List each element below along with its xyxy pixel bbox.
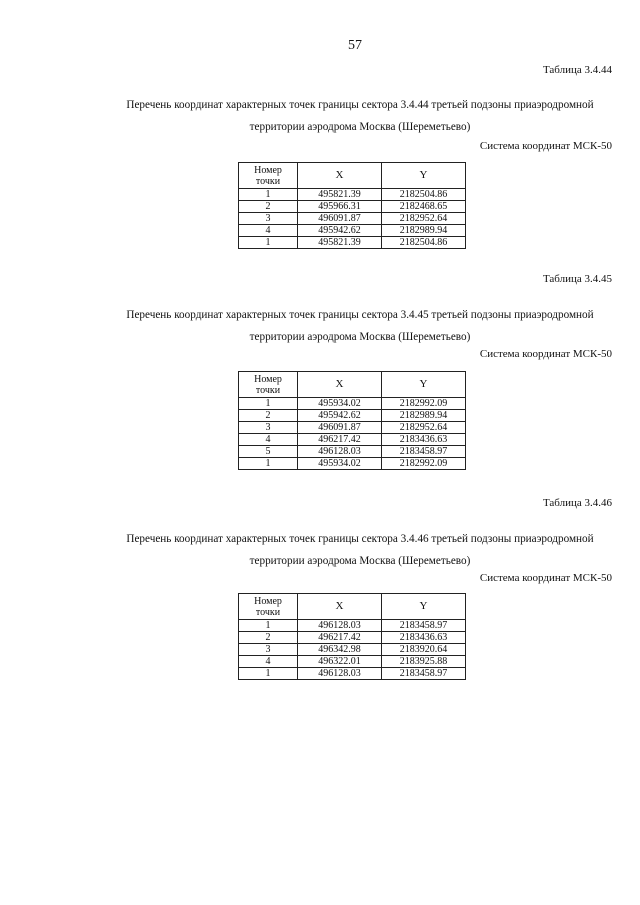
page-number: 57 (348, 38, 362, 53)
y-coordinate-cell: 2182989.94 (382, 225, 466, 237)
coordinates-table (238, 593, 466, 680)
y-coordinate-cell: 2182989.94 (382, 410, 466, 422)
table-label: Таблица 3.4.45 (542, 273, 612, 285)
table-row (239, 458, 466, 470)
header-x: X (298, 594, 382, 620)
x-coordinate-cell: 495966.31 (298, 201, 382, 213)
point-number-cell: 3 (239, 644, 298, 656)
table-label: Таблица 3.4.44 (542, 64, 612, 76)
table-caption-line: территории аэродрома Москва (Шереметьево) (249, 121, 471, 133)
header-number-line: точки (255, 175, 281, 187)
y-coordinate-cell: 2183920.64 (382, 644, 466, 656)
table-row (239, 422, 466, 434)
header-number-line: Номер (254, 164, 282, 176)
point-number-cell: 5 (239, 446, 298, 458)
point-number-cell: 2 (239, 201, 298, 213)
table-label: Таблица 3.4.46 (542, 497, 612, 509)
x-coordinate-cell: 496091.87 (298, 422, 382, 434)
point-number-cell: 4 (239, 225, 298, 237)
point-number-cell: 1 (239, 458, 298, 470)
table-row (239, 620, 466, 632)
header-y: Y (382, 594, 466, 620)
header-number-line: Номер (254, 595, 282, 607)
x-coordinate-cell: 496091.87 (298, 213, 382, 225)
table-row (239, 410, 466, 422)
x-coordinate-cell: 495821.39 (298, 237, 382, 249)
header-point-number (239, 163, 298, 189)
header-number-line: точки (255, 606, 281, 618)
table-row (239, 632, 466, 644)
table-row (239, 644, 466, 656)
y-coordinate-cell: 2182952.64 (382, 213, 466, 225)
table-row (239, 225, 466, 237)
point-number-cell: 1 (239, 398, 298, 410)
header-x: X (298, 372, 382, 398)
y-coordinate-cell: 2182504.86 (382, 189, 466, 201)
x-coordinate-cell: 496128.03 (298, 620, 382, 632)
table-caption-line: Перечень координат характерных точек границы сектора 3.4.44 третьей подзоны приаэродромной (126, 99, 594, 111)
y-coordinate-cell: 2183925.88 (382, 656, 466, 668)
point-number-cell: 3 (239, 422, 298, 434)
x-coordinate-cell: 495821.39 (298, 189, 382, 201)
point-number-cell: 2 (239, 410, 298, 422)
y-coordinate-cell: 2183458.97 (382, 446, 466, 458)
coordinate-system-label: Система координат МСК-50 (479, 140, 612, 152)
coordinates-table (238, 162, 466, 249)
table-caption-line: территории аэродрома Москва (Шереметьево) (249, 331, 471, 343)
point-number-cell: 1 (239, 620, 298, 632)
header-point-number (239, 372, 298, 398)
x-coordinate-cell: 496128.03 (298, 446, 382, 458)
table-row (239, 201, 466, 213)
table-header-row (239, 163, 466, 189)
y-coordinate-cell: 2182952.64 (382, 422, 466, 434)
x-coordinate-cell: 496217.42 (298, 632, 382, 644)
y-coordinate-cell: 2183436.63 (382, 632, 466, 644)
x-coordinate-cell: 496322.01 (298, 656, 382, 668)
table-row (239, 656, 466, 668)
point-number-cell: 4 (239, 434, 298, 446)
x-coordinate-cell: 495934.02 (298, 458, 382, 470)
header-y: Y (382, 372, 466, 398)
table-row (239, 189, 466, 201)
point-number-cell: 1 (239, 189, 298, 201)
table-row (239, 237, 466, 249)
y-coordinate-cell: 2183458.97 (382, 620, 466, 632)
table-row (239, 398, 466, 410)
y-coordinate-cell: 2183458.97 (382, 668, 466, 680)
header-number-line: Номер (254, 373, 282, 385)
coordinate-system-label: Система координат МСК-50 (479, 348, 612, 360)
y-coordinate-cell: 2182504.86 (382, 237, 466, 249)
x-coordinate-cell: 496128.03 (298, 668, 382, 680)
point-number-cell: 4 (239, 656, 298, 668)
x-coordinate-cell: 496217.42 (298, 434, 382, 446)
table-header-row (239, 594, 466, 620)
table-row (239, 446, 466, 458)
header-number-line: точки (255, 384, 281, 396)
y-coordinate-cell: 2182992.09 (382, 458, 466, 470)
table-caption-line: Перечень координат характерных точек границы сектора 3.4.46 третьей подзоны приаэродромной (126, 533, 594, 545)
point-number-cell: 1 (239, 237, 298, 249)
header-x: X (298, 163, 382, 189)
table-row (239, 668, 466, 680)
coordinate-system-label: Система координат МСК-50 (479, 572, 612, 584)
coordinates-table (238, 371, 466, 470)
point-number-cell: 3 (239, 213, 298, 225)
table-row (239, 213, 466, 225)
table-row (239, 434, 466, 446)
table-caption-line: Перечень координат характерных точек границы сектора 3.4.45 третьей подзоны приаэродромной (126, 309, 594, 321)
header-y: Y (382, 163, 466, 189)
header-point-number (239, 594, 298, 620)
point-number-cell: 2 (239, 632, 298, 644)
y-coordinate-cell: 2182992.09 (382, 398, 466, 410)
x-coordinate-cell: 495942.62 (298, 410, 382, 422)
table-caption-line: территории аэродрома Москва (Шереметьево) (249, 555, 471, 567)
table-header-row (239, 372, 466, 398)
point-number-cell: 1 (239, 668, 298, 680)
y-coordinate-cell: 2182468.65 (382, 201, 466, 213)
x-coordinate-cell: 495942.62 (298, 225, 382, 237)
y-coordinate-cell: 2183436.63 (382, 434, 466, 446)
x-coordinate-cell: 496342.98 (298, 644, 382, 656)
x-coordinate-cell: 495934.02 (298, 398, 382, 410)
